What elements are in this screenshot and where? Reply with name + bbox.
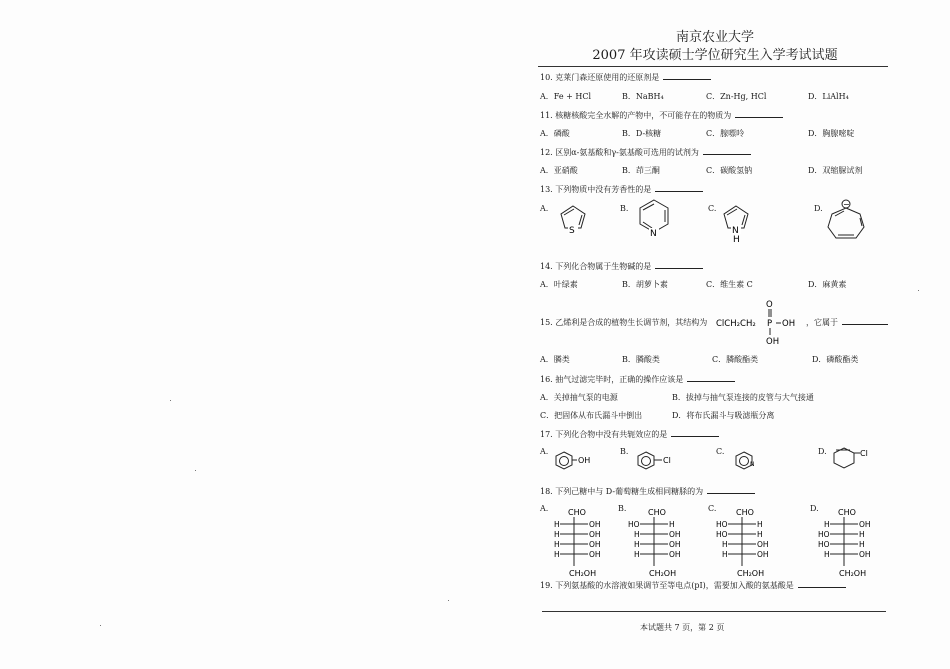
answer-blank bbox=[842, 317, 888, 325]
negative-charge: − bbox=[843, 200, 850, 209]
left-substituent: H bbox=[554, 520, 560, 529]
exam-title: 2007 年攻读硕士学位研究生入学考试试题 bbox=[592, 48, 838, 63]
option-c: C. bbox=[708, 504, 717, 513]
right-substituent: H bbox=[859, 540, 865, 549]
nitrogen-atom: N bbox=[650, 229, 657, 239]
page-footer: 本试题共 7 页，第 2 页 bbox=[640, 623, 725, 632]
aldehyde-group: CHO bbox=[648, 508, 666, 517]
option-a: A．磷酸 bbox=[540, 129, 570, 138]
option-a: A. bbox=[540, 204, 549, 213]
answer-blank bbox=[735, 110, 783, 118]
thiophene-structure bbox=[555, 198, 595, 238]
school-name: 南京农业大学 bbox=[675, 30, 754, 45]
left-substituent: H bbox=[554, 540, 560, 549]
fischer-projection-d bbox=[818, 506, 884, 578]
fischer-projection-b bbox=[628, 506, 694, 578]
chloro-group: Cl bbox=[860, 449, 868, 458]
scan-speck bbox=[918, 290, 919, 291]
scan-speck bbox=[195, 470, 196, 471]
right-substituent: OH bbox=[669, 530, 681, 539]
left-substituent: H bbox=[634, 530, 640, 539]
option-a: A. bbox=[540, 447, 549, 456]
left-substituent: HO bbox=[716, 530, 728, 539]
left-substituent: HO bbox=[628, 520, 640, 529]
question-18 bbox=[540, 486, 755, 497]
right-substituent: OH bbox=[589, 540, 601, 549]
option-b: B．膦酸类 bbox=[622, 355, 660, 364]
answer-blank bbox=[798, 580, 846, 588]
left-substituent: H bbox=[634, 550, 640, 559]
option-d: D．磷酸酯类 bbox=[812, 355, 859, 364]
right-substituent: H bbox=[757, 520, 763, 529]
option-c: C．把固体从布氏漏斗中倒出 bbox=[540, 411, 643, 420]
left-substituent: H bbox=[554, 530, 560, 539]
option-b: B．茚三酮 bbox=[622, 166, 660, 175]
scan-speck bbox=[100, 625, 101, 626]
option-d: D．胸腺嘧啶 bbox=[808, 129, 855, 138]
cycloheptatrienyl-anion-structure bbox=[822, 198, 872, 244]
left-substituent: HO bbox=[716, 520, 728, 529]
answer-blank bbox=[687, 374, 735, 382]
option-d: D. bbox=[818, 447, 827, 456]
question-13 bbox=[540, 184, 703, 195]
answer-blank bbox=[663, 72, 711, 80]
pyridine-small-structure bbox=[730, 450, 760, 474]
option-b: B. bbox=[618, 504, 627, 513]
right-substituent: OH bbox=[757, 550, 769, 559]
right-substituent: OH bbox=[669, 540, 681, 549]
question-stem: 13. 下列物质中没有芳香性的是 bbox=[540, 185, 652, 194]
right-substituent: OH bbox=[669, 550, 681, 559]
option-a: A．亚硝酸 bbox=[540, 166, 578, 175]
option-b: B．拔掉与抽气泵连接的皮管与大气接通 bbox=[672, 393, 814, 402]
option-a: A．叶绿素 bbox=[540, 280, 578, 289]
option-c: C．碳酸氢钠 bbox=[706, 166, 753, 175]
question-stem: 10. 克莱门森还原使用的还原剂是 bbox=[540, 73, 660, 82]
right-substituent: OH bbox=[859, 550, 871, 559]
option-a: A．Fe + HCl bbox=[540, 92, 592, 101]
chlorocyclohexene-structure bbox=[828, 446, 878, 472]
option-d: D. bbox=[814, 204, 823, 213]
sulfur-atom: S bbox=[569, 226, 575, 236]
chloroethyl-group: ClCH₂CH₂ bbox=[716, 319, 756, 329]
hydroxymethyl-group: CH₂OH bbox=[649, 569, 677, 578]
option-d: D．LiAlH₄ bbox=[808, 92, 849, 101]
option-b: B. bbox=[620, 204, 629, 213]
chlorobenzene-structure bbox=[632, 450, 682, 472]
option-a: A．关掉抽气泵的电源 bbox=[540, 393, 618, 402]
option-b: B. bbox=[620, 447, 629, 456]
question-stem: 16. 抽气过滤完毕时，正确的操作应该是 bbox=[540, 375, 684, 384]
question-stem: 12. 区别α-氨基酸和γ-氨基酸可选用的试剂为 bbox=[540, 148, 699, 157]
left-substituent: HO bbox=[818, 540, 830, 549]
option-d: D．将布氏漏斗与吸滤瓶分离 bbox=[672, 411, 775, 420]
scan-speck bbox=[448, 600, 449, 601]
right-substituent: H bbox=[859, 530, 865, 539]
question-17 bbox=[540, 429, 719, 440]
option-c: C．膦酸酯类 bbox=[712, 355, 759, 364]
right-substituent: H bbox=[757, 530, 763, 539]
answer-blank bbox=[671, 429, 719, 437]
option-c: C．腺嘌呤 bbox=[706, 129, 745, 138]
left-substituent: H bbox=[554, 550, 560, 559]
phenol-structure bbox=[550, 450, 600, 472]
question-11 bbox=[540, 110, 783, 121]
ethephon-structure bbox=[716, 298, 806, 346]
question-stem: 19. 下列氨基酸的水溶液如果调节至等电点(pI)，需要加入酸的氨基酸是 bbox=[540, 581, 794, 590]
option-c: C. bbox=[708, 204, 717, 213]
option-b: B．NaBH₄ bbox=[622, 92, 664, 101]
answer-blank bbox=[707, 486, 755, 494]
aldehyde-group: CHO bbox=[736, 508, 754, 517]
question-stem: 17. 下列化合物中没有共轭效应的是 bbox=[540, 430, 668, 439]
question-12 bbox=[540, 147, 751, 158]
option-d: D．麻黄素 bbox=[808, 280, 847, 289]
hydroxyl-bottom: OH bbox=[766, 337, 780, 346]
option-d: D．双缩脲试剂 bbox=[808, 166, 863, 175]
question-14 bbox=[540, 261, 703, 272]
option-b: B．D-核糖 bbox=[622, 129, 662, 138]
question-stem: 11. 核糖核酸完全水解的产物中，不可能存在的物质为 bbox=[540, 111, 732, 120]
right-substituent: OH bbox=[589, 520, 601, 529]
chloro-group: Cl bbox=[663, 456, 671, 465]
left-substituent: H bbox=[634, 540, 640, 549]
oxo-atom: O bbox=[766, 300, 773, 310]
option-c: C．Zn-Hg, HCl bbox=[706, 92, 767, 101]
question-16 bbox=[540, 374, 735, 385]
fischer-projection-c bbox=[716, 506, 782, 578]
option-c: C. bbox=[716, 447, 725, 456]
question-15-stem: 15. 乙烯利是合成的植物生长调节剂，其结构为 bbox=[540, 318, 708, 327]
right-substituent: OH bbox=[859, 520, 871, 529]
hydroxymethyl-group: CH₂OH bbox=[569, 569, 597, 578]
right-substituent: OH bbox=[589, 530, 601, 539]
option-d: D. bbox=[810, 504, 819, 513]
nitrogen-atom: N bbox=[750, 461, 755, 468]
left-substituent: HO bbox=[818, 530, 830, 539]
fischer-projection-a bbox=[548, 506, 614, 578]
left-substituent: H bbox=[824, 520, 830, 529]
left-substituent: H bbox=[722, 540, 728, 549]
option-b: B．胡萝卜素 bbox=[622, 280, 668, 289]
option-a: A. bbox=[540, 504, 549, 513]
bottom-rule bbox=[542, 611, 886, 612]
question-stem: 14. 下列化合物属于生物碱的是 bbox=[540, 262, 652, 271]
right-substituent: H bbox=[669, 520, 675, 529]
question-suffix: ，它属于 bbox=[806, 318, 838, 327]
option-a: A．膦类 bbox=[540, 355, 570, 364]
pyridine-structure bbox=[634, 196, 674, 242]
left-substituent: H bbox=[824, 550, 830, 559]
top-rule bbox=[538, 66, 888, 67]
aldehyde-group: CHO bbox=[568, 508, 586, 517]
pyrrole-structure bbox=[718, 198, 758, 244]
right-substituent: OH bbox=[757, 540, 769, 549]
nitrogen-atom: N bbox=[732, 226, 739, 236]
option-c: C．维生素 C bbox=[706, 280, 753, 289]
question-15-suffix bbox=[806, 317, 888, 328]
aldehyde-group: CHO bbox=[838, 508, 856, 517]
answer-blank bbox=[655, 184, 703, 192]
scan-speck bbox=[170, 400, 171, 401]
left-substituent: H bbox=[722, 550, 728, 559]
right-substituent: OH bbox=[589, 550, 601, 559]
hydroxymethyl-group: CH₂OH bbox=[737, 569, 765, 578]
hydroxyl-right: OH bbox=[782, 319, 796, 329]
hydrogen-atom: H bbox=[733, 235, 740, 244]
question-stem: 18. 下列己糖中与 D-葡萄糖生成相同糖脎的为 bbox=[540, 487, 704, 496]
hydroxyl-group: OH bbox=[578, 456, 591, 465]
answer-blank bbox=[655, 261, 703, 269]
hydroxymethyl-group: CH₂OH bbox=[839, 569, 867, 578]
question-10 bbox=[540, 72, 711, 83]
phosphorus-atom: P bbox=[767, 319, 773, 329]
answer-blank bbox=[703, 147, 751, 155]
question-19 bbox=[540, 580, 846, 591]
